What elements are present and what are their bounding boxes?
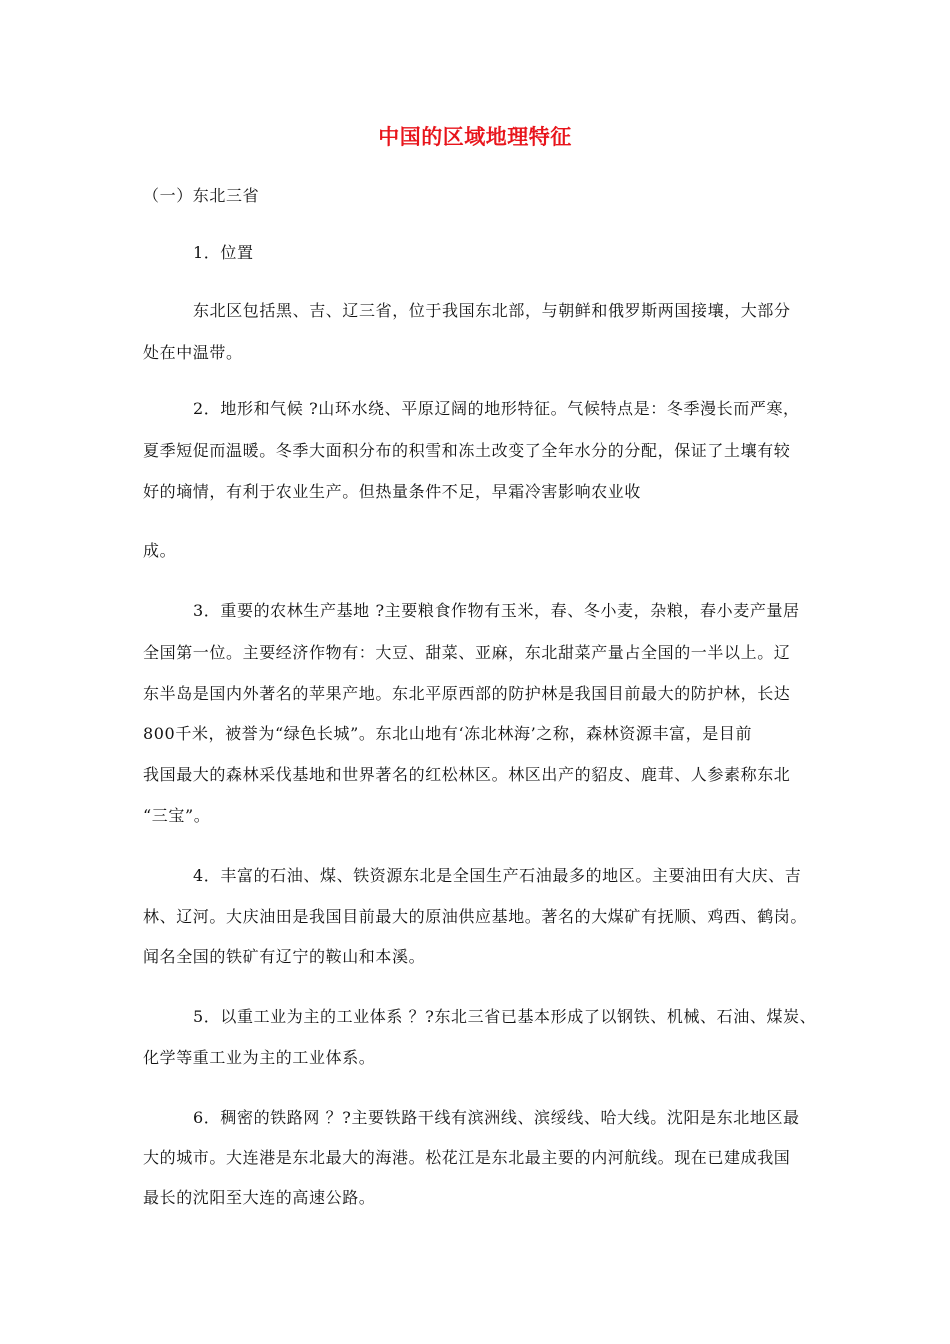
item-6-line-3: 最长的沈阳至大连的高速公路。 bbox=[143, 1188, 376, 1207]
item-3-line-5: 我国最大的森林采伐基地和世界著名的红松林区。林区出产的貂皮、鹿茸、人参素称东北 bbox=[143, 765, 791, 784]
document-title: 中国的区域地理特征 bbox=[378, 125, 572, 149]
item-4-line-3: 闻名全国的铁矿有辽宁的鞍山和本溪。 bbox=[143, 947, 426, 966]
item-3-line-6: “三宝”。 bbox=[143, 806, 211, 825]
item-2-line-3: 好的墒情，有利于农业生产。但热量条件不足，早霜冷害影响农业收 bbox=[143, 482, 642, 501]
item-2-line-1: 2．地形和气候 ?山环水绕、平原辽阔的地形特征。气候特点是：冬季漫长而严寒， bbox=[193, 399, 800, 418]
item-3-line-4: 800千米，被誉为“绿色长城”。东北山地有‘冻北林海’之称，森林资源丰富，是目前 bbox=[143, 724, 753, 743]
item-3-line-3: 东半岛是国内外著名的苹果产地。东北平原西部的防护林是我国目前最大的防护林，长达 bbox=[143, 684, 791, 703]
location-paragraph-line-1: 东北区包括黑、吉、辽三省，位于我国东北部，与朝鲜和俄罗斯两国接壤，大部分 bbox=[193, 301, 791, 320]
item-2-line-2: 夏季短促而温暖。冬季大面积分布的积雪和冻土改变了全年水分的分配，保证了土壤有较 bbox=[143, 441, 791, 460]
item-3-line-1: 3．重要的农林生产基地 ?主要粮食作物有玉米，春、冬小麦，杂粮，春小麦产量居 bbox=[193, 601, 800, 620]
location-paragraph-line-2: 处在中温带。 bbox=[143, 343, 243, 362]
item-3-line-2: 全国第一位。主要经济作物有：大豆、甜菜、亚麻，东北甜菜产量占全国的一半以上。辽 bbox=[143, 643, 791, 662]
item-5-line-2: 化学等重工业为主的工业体系。 bbox=[143, 1048, 376, 1067]
item-1-line-1: 1．位置 bbox=[193, 243, 254, 262]
item-4-line-2: 林、辽河。大庆油田是我国目前最大的原油供应基地。著名的大煤矿有抚顺、鸡西、鹤岗。 bbox=[143, 907, 808, 926]
item-6-line-1: 6．稠密的铁路网 ？?主要铁路干线有滨洲线、滨绥线、哈大线。沈阳是东北地区最 bbox=[193, 1108, 800, 1127]
item-5-line-1: 5．以重工业为主的工业体系 ？?东北三省已基本形成了以钢铁、机械、石油、煤炭、 bbox=[193, 1007, 817, 1026]
section-heading: （一）东北三省 bbox=[143, 186, 260, 205]
item-4-line-1: 4．丰富的石油、煤、铁资源东北是全国生产石油最多的地区。主要油田有大庆、吉 bbox=[193, 866, 802, 885]
item-2-line-4: 成。 bbox=[143, 541, 177, 560]
item-6-line-2: 大的城市。大连港是东北最大的海港。松花江是东北最主要的内河航线。现在已建成我国 bbox=[143, 1148, 791, 1167]
